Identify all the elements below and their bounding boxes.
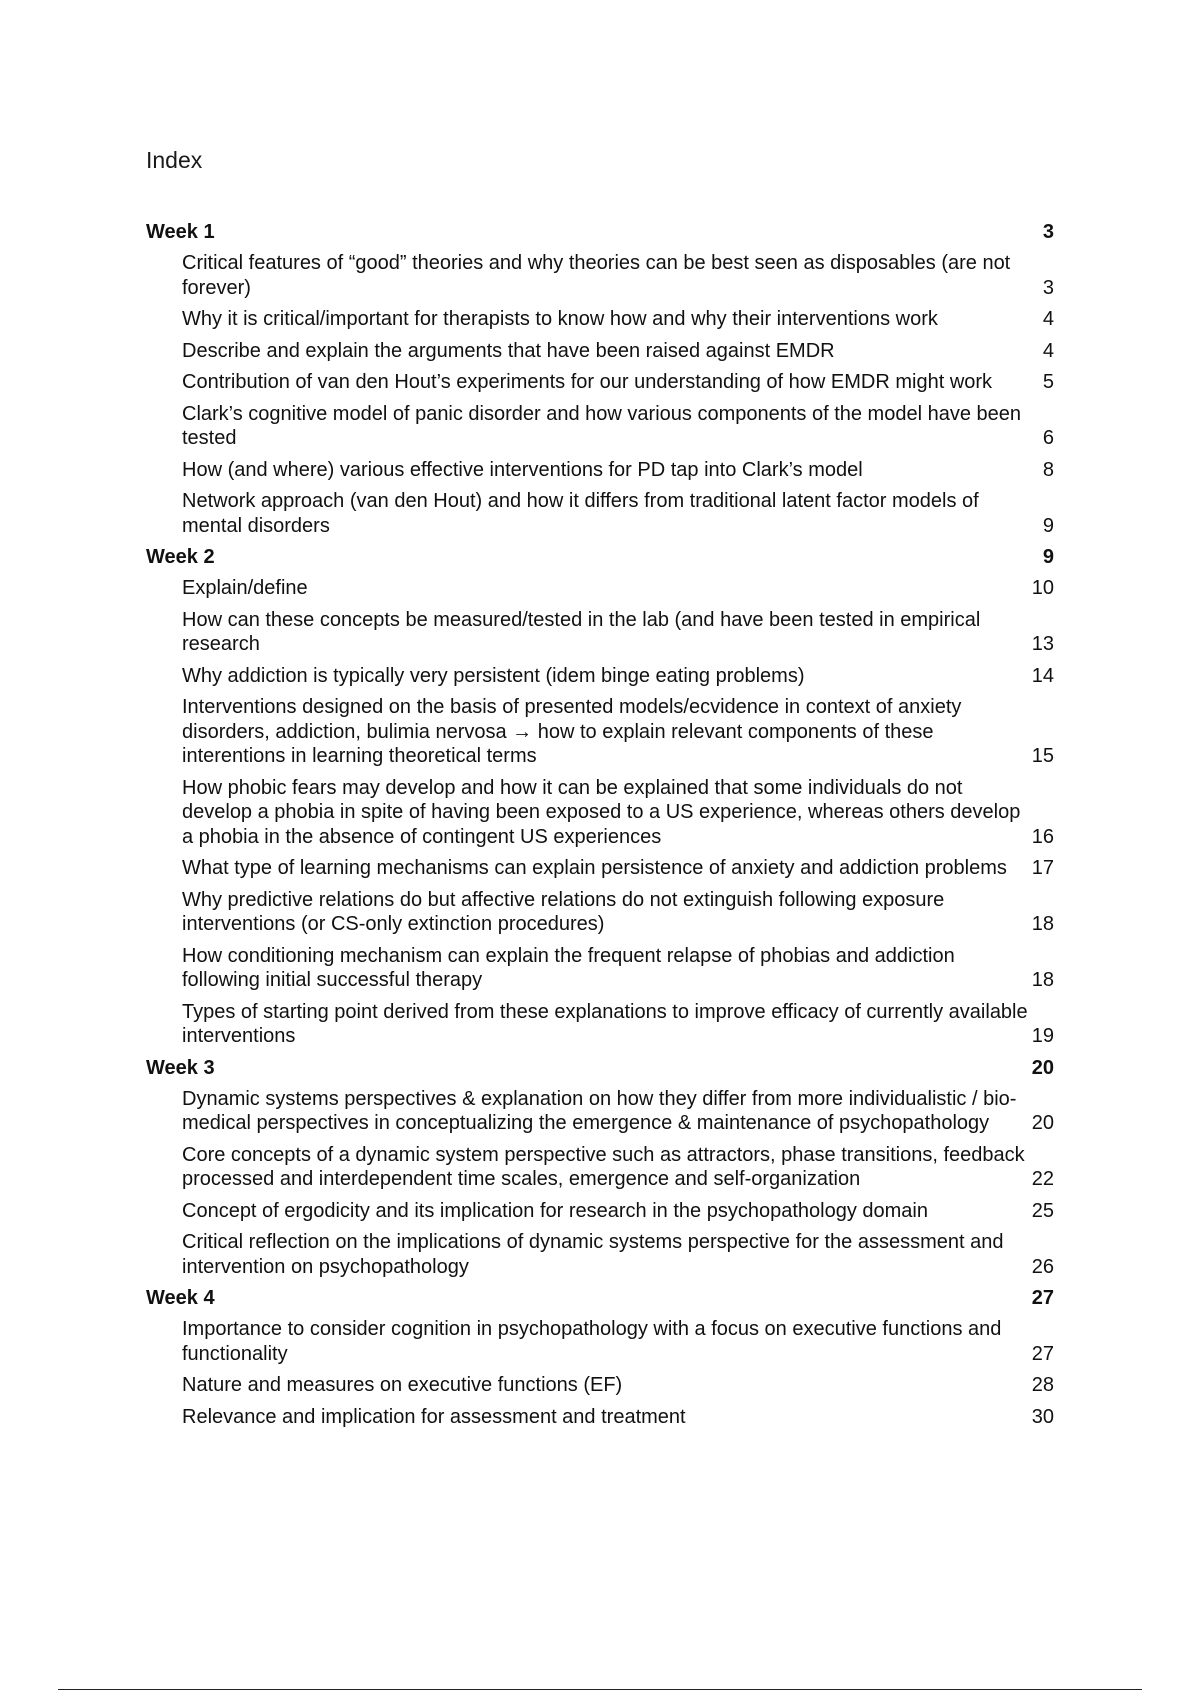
entry-text: How (and where) various effective interventions for PD tap into Clark’s model (182, 458, 863, 481)
toc-entry[interactable] (182, 1317, 1054, 1366)
entry-text: Relevance and implication for assessment and treatment (182, 1405, 686, 1428)
entry-page-number: 9 (1042, 514, 1054, 537)
entry-page-number: 25 (1031, 1199, 1054, 1222)
toc-entry[interactable] (182, 370, 1054, 395)
page-title: Index (146, 147, 203, 173)
entry-page-number: 16 (1031, 825, 1054, 848)
entry-text: Importance to consider cognition in psychopathology with a focus on executive functions and functionality (182, 1318, 1002, 1365)
entry-page-number: 28 (1031, 1374, 1054, 1396)
entry-page-number: 10 (1031, 577, 1054, 599)
week-section (146, 220, 1054, 538)
week-page-number: 27 (1031, 1287, 1054, 1309)
toc-entry[interactable] (182, 339, 1054, 364)
toc-entry[interactable] (182, 1087, 1054, 1136)
entry-text: Explain/define (182, 577, 308, 599)
toc-entry[interactable] (182, 944, 1054, 993)
toc-entry[interactable] (182, 458, 1054, 483)
toc-entry[interactable] (182, 664, 1054, 689)
week-heading[interactable] (146, 545, 1054, 569)
entry-page-number: 8 (1042, 458, 1054, 481)
entry-text: How phobic fears may develop and how it can be explained that some individuals do not develop a phobia in spite of having been exposed to a US experience, whereas others develop a phobia in the absence of contingent US experiences (182, 776, 1021, 848)
entry-text: What type of learning mechanisms can explain persistence of anxiety and addiction problems (182, 857, 1007, 879)
table-of-contents (146, 220, 1054, 1436)
entry-text: Dynamic systems perspectives & explanation on how they differ from more individualistic / bio-medical perspectives in conceptualizing the emergence & maintenance of psychopathology (182, 1087, 1017, 1134)
week-label: Week 4 (146, 1287, 215, 1309)
entry-page-number: 22 (1031, 1168, 1054, 1190)
toc-entry[interactable] (182, 856, 1054, 881)
week-page-number: 20 (1031, 1056, 1054, 1079)
entry-page-number: 27 (1031, 1342, 1054, 1365)
week-label: Week 3 (146, 1056, 215, 1079)
entry-page-number: 18 (1031, 913, 1054, 935)
entry-page-number: 20 (1031, 1112, 1054, 1134)
toc-entry[interactable] (182, 695, 1054, 769)
entry-text: How conditioning mechanism can explain the frequent relapse of phobias and addiction following initial successful therapy (182, 944, 955, 991)
toc-entry[interactable] (182, 1000, 1054, 1049)
toc-entry[interactable] (182, 1405, 1054, 1430)
entry-list (146, 1087, 1054, 1280)
entry-text: How can these concepts be measured/tested in the lab (and have been tested in empirical research (182, 608, 981, 655)
entry-text: Core concepts of a dynamic system perspective such as attractors, phase transitions, feedback processed and interdependent time scales, emergence and self-organization (182, 1143, 1025, 1190)
entry-page-number: 5 (1042, 371, 1054, 393)
week-label: Week 2 (146, 546, 215, 568)
entry-page-number: 17 (1031, 857, 1054, 879)
week-section (146, 1286, 1054, 1429)
entry-text: Why predictive relations do but affective relations do not extinguish following exposure interventions (or CS-only extinction procedures) (182, 888, 945, 935)
entry-page-number: 30 (1031, 1405, 1054, 1428)
week-section (146, 1056, 1054, 1280)
entry-text: Why addiction is typically very persistent (idem binge eating problems) (182, 664, 805, 687)
entry-page-number: 3 (1042, 276, 1054, 299)
week-heading[interactable] (146, 1056, 1054, 1080)
entry-list (146, 251, 1054, 538)
week-section (146, 545, 1054, 1049)
toc-entry[interactable] (182, 489, 1054, 538)
entry-text: Network approach (van den Hout) and how it differs from traditional latent factor models of mental disorders (182, 490, 979, 537)
toc-entry[interactable] (182, 888, 1054, 937)
entry-page-number: 26 (1031, 1255, 1054, 1278)
toc-entry[interactable] (182, 251, 1054, 300)
entry-list (146, 1317, 1054, 1429)
week-page-number: 9 (1042, 546, 1054, 568)
entry-page-number: 4 (1042, 308, 1054, 330)
footer-divider (58, 1689, 1142, 1690)
toc-entry[interactable] (182, 608, 1054, 657)
week-label: Week 1 (146, 221, 215, 243)
entry-text: Clark’s cognitive model of panic disorder and how various components of the model have been tested (182, 402, 1022, 449)
entry-text: Types of starting point derived from these explanations to improve efficacy of currently available interventions (182, 1000, 1028, 1047)
entry-text: Concept of ergodicity and its implication for research in the psychopathology domain (182, 1199, 928, 1222)
toc-entry[interactable] (182, 1143, 1054, 1192)
toc-entry[interactable] (182, 1373, 1054, 1398)
toc-entry[interactable] (182, 402, 1054, 451)
week-heading[interactable] (146, 1286, 1054, 1310)
entry-page-number: 15 (1031, 745, 1054, 767)
entry-text: Why it is critical/important for therapists to know how and why their interventions work (182, 308, 938, 330)
entry-text: Interventions designed on the basis of presented models/ecvidence in context of anxiety disorders, addiction, bulimia nervosa → how to explain relevant components of these interentions in learning theoretical terms (182, 696, 962, 767)
week-heading[interactable] (146, 220, 1054, 244)
entry-page-number: 19 (1031, 1025, 1054, 1047)
entry-page-number: 4 (1042, 339, 1054, 362)
toc-entry[interactable] (182, 1230, 1054, 1279)
toc-entry[interactable] (182, 576, 1054, 601)
entry-text: Describe and explain the arguments that have been raised against EMDR (182, 339, 835, 362)
entry-list (146, 576, 1054, 1049)
toc-entry[interactable] (182, 307, 1054, 332)
entry-text: Nature and measures on executive functions (EF) (182, 1374, 623, 1396)
toc-entry[interactable] (182, 776, 1054, 850)
week-page-number: 3 (1042, 221, 1054, 243)
entry-text: Contribution of van den Hout’s experiments for our understanding of how EMDR might work (182, 371, 993, 393)
entry-page-number: 13 (1031, 633, 1054, 655)
entry-text: Critical reflection on the implications of dynamic systems perspective for the assessment and intervention on psychopathology (182, 1231, 1004, 1278)
entry-text: Critical features of “good” theories and why theories can be best seen as disposables (are not forever) (182, 252, 1011, 299)
entry-page-number: 14 (1031, 664, 1054, 687)
toc-entry[interactable] (182, 1199, 1054, 1224)
entry-page-number: 6 (1042, 427, 1054, 449)
entry-page-number: 18 (1031, 969, 1054, 991)
